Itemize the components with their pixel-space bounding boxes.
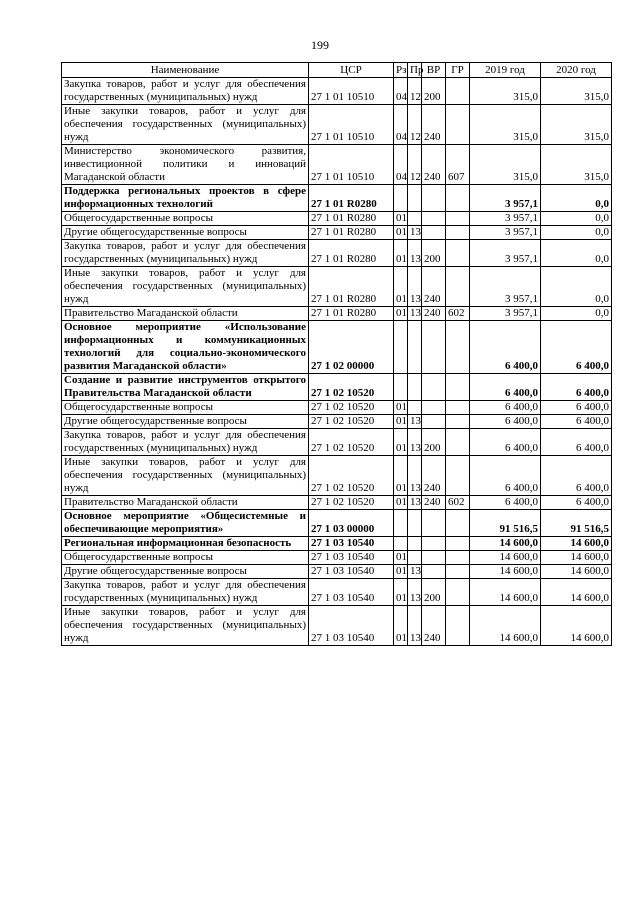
cell-name: Правительство Магаданской области (62, 307, 309, 321)
cell-pr (408, 321, 422, 374)
cell-vr: 240 (422, 267, 446, 307)
cell-2019: 91 516,5 (470, 510, 541, 537)
table-row (62, 606, 612, 646)
cell-vr: 240 (422, 496, 446, 510)
cell-2020: 6 400,0 (541, 496, 612, 510)
cell-vr (422, 374, 446, 401)
cell-gr (446, 185, 470, 212)
cell-gr (446, 606, 470, 646)
cell-2019: 3 957,1 (470, 212, 541, 226)
cell-vr: 200 (422, 429, 446, 456)
cell-vr (422, 212, 446, 226)
cell-csr: 27 1 02 10520 (309, 496, 394, 510)
cell-gr (446, 267, 470, 307)
cell-gr: 607 (446, 145, 470, 185)
cell-gr (446, 240, 470, 267)
cell-pr: 12 (408, 105, 422, 145)
cell-gr (446, 579, 470, 606)
cell-rz: 01 (394, 212, 408, 226)
table-row (62, 415, 612, 429)
cell-2019: 3 957,1 (470, 267, 541, 307)
table-row (62, 374, 612, 401)
cell-csr: 27 1 01 10510 (309, 145, 394, 185)
cell-rz: 01 (394, 240, 408, 267)
cell-vr (422, 510, 446, 537)
cell-gr (446, 212, 470, 226)
cell-vr (422, 185, 446, 212)
cell-csr: 27 1 01 R0280 (309, 267, 394, 307)
cell-gr (446, 429, 470, 456)
cell-vr (422, 321, 446, 374)
cell-name: Иные закупки товаров, работ и услуг для обеспечения государственных (муниципальных) нужд (62, 606, 309, 646)
cell-2020: 6 400,0 (541, 401, 612, 415)
cell-vr: 240 (422, 307, 446, 321)
table-row (62, 496, 612, 510)
cell-2020: 14 600,0 (541, 565, 612, 579)
cell-pr (408, 374, 422, 401)
cell-2020: 315,0 (541, 105, 612, 145)
cell-2020: 6 400,0 (541, 321, 612, 374)
cell-pr: 13 (408, 226, 422, 240)
cell-rz: 01 (394, 307, 408, 321)
cell-gr (446, 510, 470, 537)
cell-csr: 27 1 02 00000 (309, 321, 394, 374)
cell-2019: 14 600,0 (470, 606, 541, 646)
col-header-csr: ЦСР (309, 63, 394, 78)
cell-gr (446, 551, 470, 565)
cell-2020: 315,0 (541, 145, 612, 185)
cell-csr: 27 1 01 R0280 (309, 212, 394, 226)
cell-name: Министерство экономического развития, инвестиционной политики и инноваций Магаданской области (62, 145, 309, 185)
cell-name: Закупка товаров, работ и услуг для обеспечения государственных (муниципальных) нужд (62, 240, 309, 267)
cell-2020: 14 600,0 (541, 579, 612, 606)
table-row (62, 565, 612, 579)
cell-vr: 200 (422, 240, 446, 267)
table-row (62, 226, 612, 240)
cell-2019: 6 400,0 (470, 456, 541, 496)
cell-gr (446, 401, 470, 415)
cell-gr (446, 415, 470, 429)
cell-gr (446, 321, 470, 374)
cell-name: Основное мероприятие «Использование информационных и коммуникационных технологий для социально-экономического развития Магаданской области» (62, 321, 309, 374)
cell-rz: 01 (394, 456, 408, 496)
cell-gr (446, 105, 470, 145)
table-row (62, 240, 612, 267)
cell-csr: 27 1 03 10540 (309, 606, 394, 646)
cell-rz: 04 (394, 105, 408, 145)
cell-rz: 04 (394, 145, 408, 185)
cell-2019: 3 957,1 (470, 307, 541, 321)
cell-csr: 27 1 02 10520 (309, 374, 394, 401)
cell-csr: 27 1 02 10520 (309, 456, 394, 496)
cell-pr (408, 537, 422, 551)
cell-csr: 27 1 02 10520 (309, 415, 394, 429)
table-row (62, 537, 612, 551)
col-header-pr: Пр (408, 63, 422, 78)
cell-rz: 01 (394, 579, 408, 606)
cell-2020: 14 600,0 (541, 537, 612, 551)
cell-name: Региональная информационная безопасность (62, 537, 309, 551)
cell-gr (446, 565, 470, 579)
cell-2019: 3 957,1 (470, 240, 541, 267)
cell-pr: 13 (408, 240, 422, 267)
cell-2020: 6 400,0 (541, 415, 612, 429)
cell-2019: 315,0 (470, 145, 541, 185)
cell-2019: 14 600,0 (470, 537, 541, 551)
cell-name: Общегосударственные вопросы (62, 551, 309, 565)
cell-csr: 27 1 03 10540 (309, 565, 394, 579)
cell-gr (446, 78, 470, 105)
cell-csr: 27 1 01 10510 (309, 78, 394, 105)
cell-pr: 12 (408, 78, 422, 105)
cell-2019: 6 400,0 (470, 415, 541, 429)
cell-csr: 27 1 01 R0280 (309, 185, 394, 212)
cell-2019: 315,0 (470, 78, 541, 105)
cell-rz (394, 537, 408, 551)
cell-csr: 27 1 02 10520 (309, 429, 394, 456)
cell-2020: 0,0 (541, 307, 612, 321)
cell-2019: 6 400,0 (470, 429, 541, 456)
cell-gr (446, 374, 470, 401)
cell-rz: 01 (394, 606, 408, 646)
cell-pr: 12 (408, 145, 422, 185)
table-row (62, 212, 612, 226)
cell-2020: 0,0 (541, 267, 612, 307)
cell-2019: 14 600,0 (470, 579, 541, 606)
cell-name: Закупка товаров, работ и услуг для обеспечения государственных (муниципальных) нужд (62, 579, 309, 606)
cell-pr: 13 (408, 579, 422, 606)
cell-name: Закупка товаров, работ и услуг для обеспечения государственных (муниципальных) нужд (62, 429, 309, 456)
cell-pr: 13 (408, 456, 422, 496)
cell-2020: 14 600,0 (541, 606, 612, 646)
cell-pr: 13 (408, 415, 422, 429)
cell-2019: 3 957,1 (470, 226, 541, 240)
cell-2019: 6 400,0 (470, 374, 541, 401)
table-header-row (62, 63, 612, 78)
cell-csr: 27 1 01 R0280 (309, 226, 394, 240)
cell-pr: 13 (408, 267, 422, 307)
table-row (62, 551, 612, 565)
cell-2019: 6 400,0 (470, 321, 541, 374)
cell-pr (408, 510, 422, 537)
cell-2019: 14 600,0 (470, 565, 541, 579)
cell-gr: 602 (446, 307, 470, 321)
cell-vr: 200 (422, 78, 446, 105)
cell-name: Правительство Магаданской области (62, 496, 309, 510)
cell-csr: 27 1 02 10520 (309, 401, 394, 415)
cell-pr: 13 (408, 307, 422, 321)
cell-2020: 0,0 (541, 212, 612, 226)
cell-name: Другие общегосударственные вопросы (62, 226, 309, 240)
cell-vr (422, 401, 446, 415)
table-row (62, 185, 612, 212)
cell-rz: 01 (394, 226, 408, 240)
cell-rz: 01 (394, 551, 408, 565)
cell-vr (422, 551, 446, 565)
cell-2019: 3 957,1 (470, 185, 541, 212)
table-row (62, 267, 612, 307)
table-row (62, 401, 612, 415)
cell-pr (408, 551, 422, 565)
page-number: 199 (311, 38, 329, 52)
cell-rz: 01 (394, 496, 408, 510)
cell-2020: 91 516,5 (541, 510, 612, 537)
cell-2019: 315,0 (470, 105, 541, 145)
table-row (62, 456, 612, 496)
cell-2020: 6 400,0 (541, 429, 612, 456)
cell-vr (422, 415, 446, 429)
cell-rz (394, 321, 408, 374)
cell-csr: 27 1 03 10540 (309, 551, 394, 565)
table-row (62, 105, 612, 145)
cell-csr: 27 1 03 10540 (309, 579, 394, 606)
cell-name: Общегосударственные вопросы (62, 401, 309, 415)
cell-rz: 01 (394, 415, 408, 429)
cell-rz (394, 374, 408, 401)
cell-vr: 240 (422, 145, 446, 185)
cell-2020: 0,0 (541, 240, 612, 267)
cell-2020: 14 600,0 (541, 551, 612, 565)
cell-name: Другие общегосударственные вопросы (62, 415, 309, 429)
table-row (62, 78, 612, 105)
cell-csr: 27 1 01 R0280 (309, 307, 394, 321)
cell-2020: 6 400,0 (541, 374, 612, 401)
cell-csr: 27 1 01 R0280 (309, 240, 394, 267)
col-header-gr: ГР (446, 63, 470, 78)
cell-vr: 240 (422, 456, 446, 496)
cell-csr: 27 1 01 10510 (309, 105, 394, 145)
table-row (62, 429, 612, 456)
cell-gr (446, 456, 470, 496)
cell-name: Общегосударственные вопросы (62, 212, 309, 226)
cell-pr (408, 212, 422, 226)
cell-vr (422, 565, 446, 579)
cell-2020: 0,0 (541, 226, 612, 240)
cell-vr: 240 (422, 105, 446, 145)
cell-2020: 315,0 (541, 78, 612, 105)
table-row (62, 321, 612, 374)
budget-table (61, 62, 612, 646)
cell-pr: 13 (408, 429, 422, 456)
cell-name: Другие общегосударственные вопросы (62, 565, 309, 579)
cell-rz: 01 (394, 267, 408, 307)
cell-name: Поддержка региональных проектов в сфере информационных технологий (62, 185, 309, 212)
cell-name: Создание и развитие инструментов открытого Правительства Магаданской области (62, 374, 309, 401)
cell-rz (394, 510, 408, 537)
cell-vr (422, 537, 446, 551)
cell-2019: 14 600,0 (470, 551, 541, 565)
col-header-2019: 2019 год (470, 63, 541, 78)
cell-rz: 01 (394, 565, 408, 579)
cell-vr: 240 (422, 606, 446, 646)
cell-pr: 13 (408, 565, 422, 579)
col-header-name: Наименование (62, 63, 309, 78)
cell-name: Основное мероприятие «Общесистемные и обеспечивающие мероприятия» (62, 510, 309, 537)
cell-2019: 6 400,0 (470, 401, 541, 415)
cell-vr (422, 226, 446, 240)
cell-rz: 04 (394, 78, 408, 105)
cell-2019: 6 400,0 (470, 496, 541, 510)
cell-name: Закупка товаров, работ и услуг для обеспечения государственных (муниципальных) нужд (62, 78, 309, 105)
cell-csr: 27 1 03 00000 (309, 510, 394, 537)
cell-rz: 01 (394, 429, 408, 456)
cell-rz: 01 (394, 401, 408, 415)
cell-name: Иные закупки товаров, работ и услуг для обеспечения государственных (муниципальных) нужд (62, 456, 309, 496)
cell-csr: 27 1 03 10540 (309, 537, 394, 551)
col-header-2020: 2020 год (541, 63, 612, 78)
cell-name: Иные закупки товаров, работ и услуг для обеспечения государственных (муниципальных) нужд (62, 105, 309, 145)
table-row (62, 510, 612, 537)
col-header-vr: ВР (422, 63, 446, 78)
cell-2020: 6 400,0 (541, 456, 612, 496)
cell-pr (408, 185, 422, 212)
cell-vr: 200 (422, 579, 446, 606)
table-row (62, 145, 612, 185)
cell-gr (446, 537, 470, 551)
cell-pr: 13 (408, 606, 422, 646)
cell-pr (408, 401, 422, 415)
cell-rz (394, 185, 408, 212)
cell-2020: 0,0 (541, 185, 612, 212)
cell-gr: 602 (446, 496, 470, 510)
table-row (62, 307, 612, 321)
cell-gr (446, 226, 470, 240)
cell-pr: 13 (408, 496, 422, 510)
cell-name: Иные закупки товаров, работ и услуг для обеспечения государственных (муниципальных) нужд (62, 267, 309, 307)
col-header-rz: Рз (394, 63, 408, 78)
table-row (62, 579, 612, 606)
